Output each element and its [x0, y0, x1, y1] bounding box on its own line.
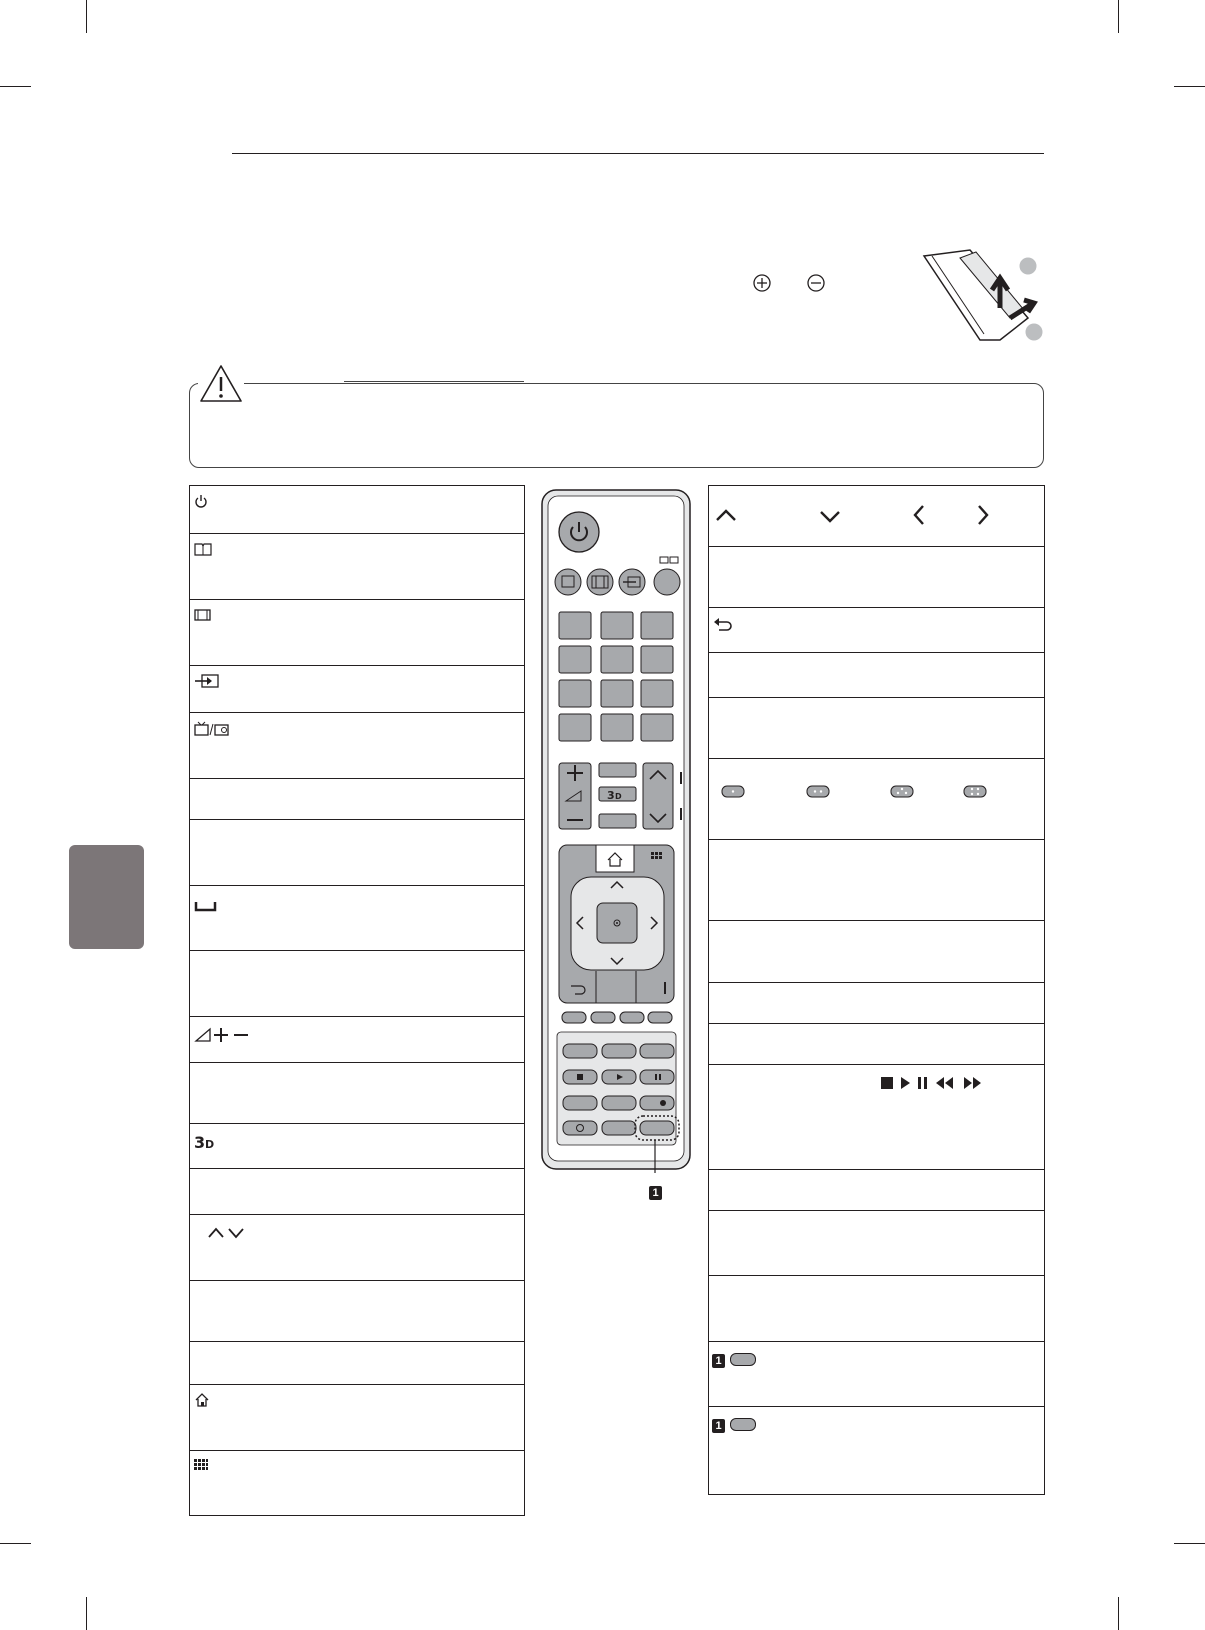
grid-icon	[194, 1459, 208, 1473]
3d-icon	[194, 1134, 220, 1150]
color-buttons-icon	[721, 784, 991, 800]
badge-number: 1	[712, 1419, 725, 1433]
badge-number: 1	[712, 1354, 725, 1368]
callout-badge	[712, 1416, 725, 1434]
table-row	[709, 983, 1044, 1024]
crop-mark	[0, 1543, 31, 1544]
table-row	[709, 608, 1044, 653]
screen-ratio-icon	[194, 608, 212, 622]
chapter-tab	[69, 845, 144, 949]
table-row	[709, 1276, 1044, 1342]
table-row	[709, 840, 1044, 921]
table-row	[190, 1281, 524, 1342]
table-row	[709, 547, 1044, 608]
table-row	[190, 1169, 524, 1215]
table-row	[190, 534, 524, 600]
svg-text:D: D	[205, 1138, 215, 1150]
svg-text:3: 3	[194, 1134, 206, 1150]
table-row	[190, 1124, 524, 1169]
crop-mark	[1174, 1543, 1205, 1544]
table-row	[190, 486, 524, 534]
power-icon	[194, 494, 208, 508]
table-row	[190, 666, 524, 713]
book-icon	[194, 542, 212, 556]
pointer-tick	[680, 772, 682, 784]
caution-icon	[198, 363, 244, 405]
svg-text:3: 3	[607, 789, 615, 802]
table-row	[709, 1342, 1044, 1407]
crop-mark	[86, 1597, 87, 1630]
home-icon	[194, 1393, 210, 1407]
table-row	[709, 1211, 1044, 1276]
badge-number: 1	[649, 1186, 662, 1200]
playback-controls-icon	[881, 1075, 991, 1091]
table-row	[190, 1385, 524, 1451]
tv-radio-icon	[194, 721, 230, 737]
table-row	[709, 698, 1044, 759]
battery-cover-illustration	[920, 248, 1050, 342]
caution-rule	[344, 381, 524, 382]
crop-mark	[0, 86, 31, 87]
table-row	[190, 1451, 524, 1517]
table-row	[709, 1024, 1044, 1065]
table-row	[709, 1407, 1044, 1496]
table-row	[709, 1170, 1044, 1211]
table-row	[190, 1017, 524, 1063]
crop-mark	[1118, 1597, 1119, 1630]
caution-box	[189, 383, 1044, 468]
battery-polarity-icons	[752, 273, 827, 293]
left-button-table	[189, 485, 525, 1516]
callout-badge	[712, 1351, 725, 1369]
remote-control-illustration	[541, 489, 693, 1173]
table-row	[709, 921, 1044, 983]
crop-mark	[1174, 86, 1205, 87]
button-pill-icon	[730, 1416, 756, 1434]
right-button-table	[708, 485, 1045, 1495]
table-row	[709, 759, 1044, 840]
callout-badge	[649, 1183, 662, 1201]
table-row	[190, 600, 524, 666]
table-row	[190, 820, 524, 886]
arrow-icons	[715, 504, 995, 530]
table-row	[190, 1063, 524, 1124]
table-row	[190, 951, 524, 1017]
crop-mark	[1118, 0, 1119, 33]
table-row	[709, 653, 1044, 698]
space-bar-icon	[194, 900, 218, 914]
back-arrow-icon	[713, 616, 733, 632]
table-row	[709, 1065, 1044, 1170]
input-icon	[194, 674, 220, 688]
header-rule	[232, 153, 1044, 154]
pointer-tick	[680, 808, 682, 820]
volume-plus-minus-icon	[194, 1027, 252, 1043]
table-row	[190, 886, 524, 951]
svg-text:D: D	[615, 792, 622, 801]
table-row	[190, 713, 524, 779]
button-pill-icon	[730, 1351, 756, 1369]
table-row	[190, 1215, 524, 1281]
chevron-up-down-icon	[207, 1225, 251, 1241]
table-row	[190, 779, 524, 820]
crop-mark	[86, 0, 87, 33]
table-row	[190, 1342, 524, 1385]
table-row	[709, 486, 1044, 547]
